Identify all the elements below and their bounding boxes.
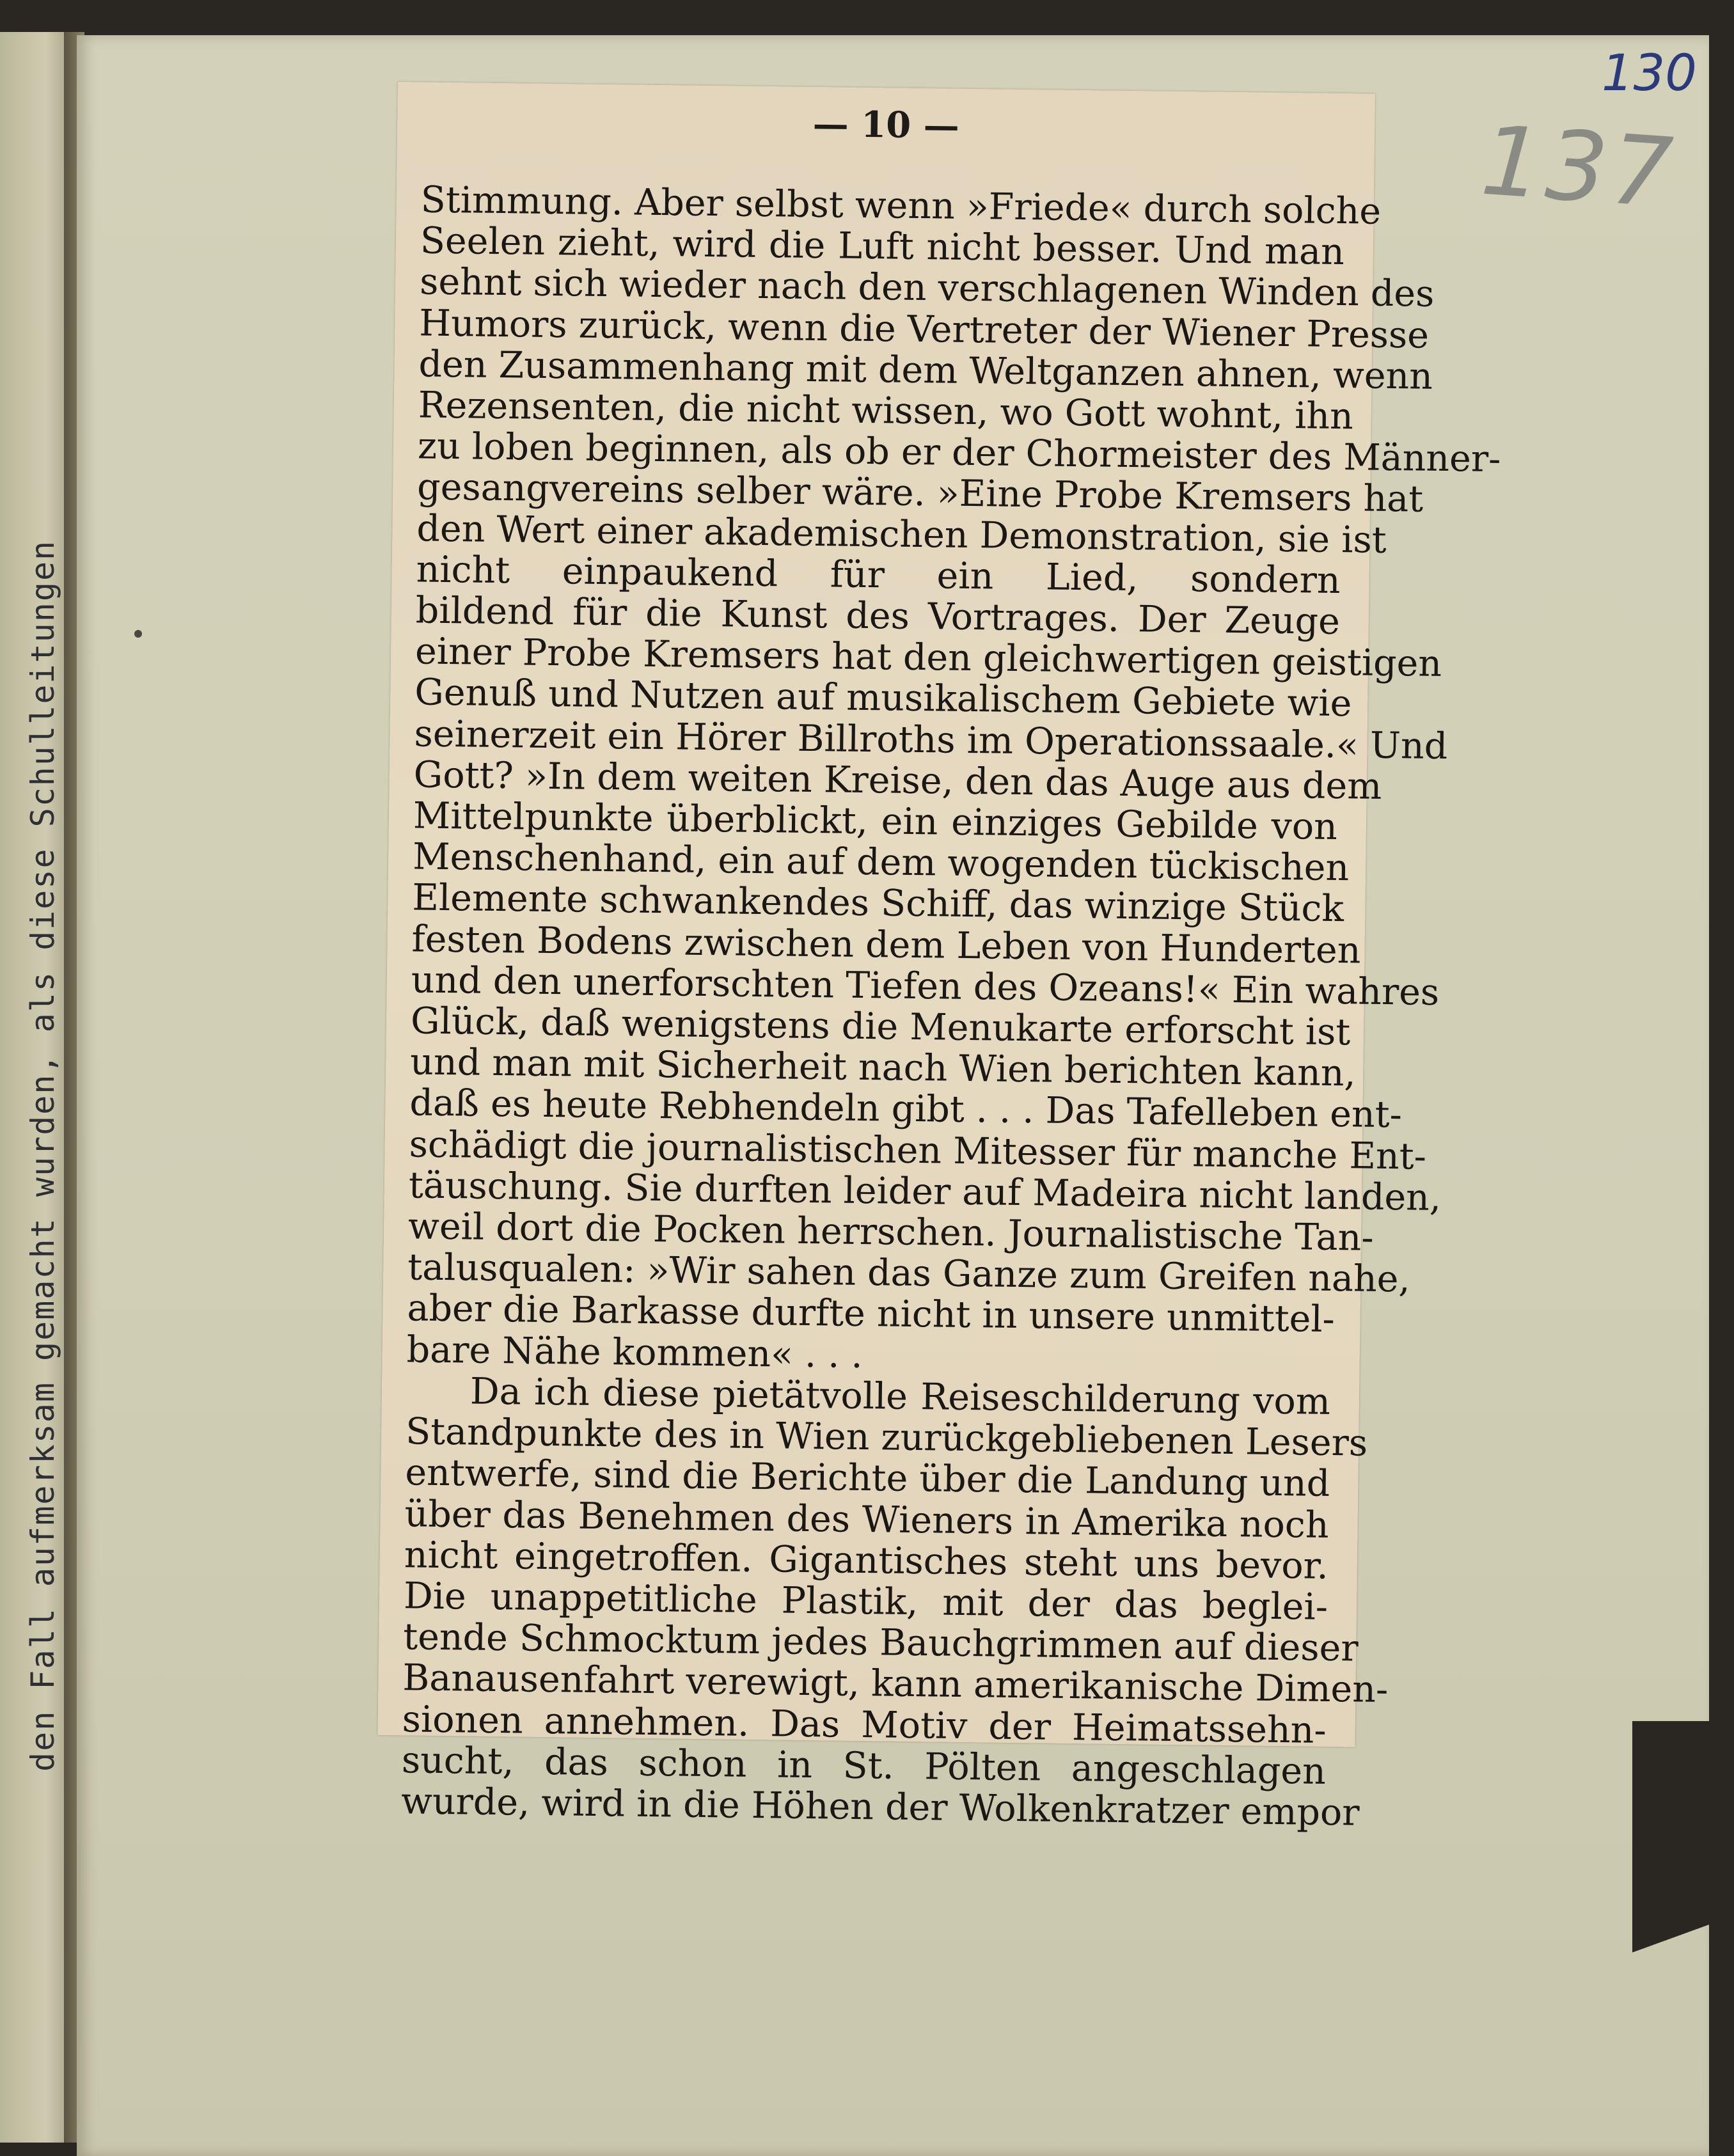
text-line: nicht einpaukend für ein Lied, sondern — [416, 548, 1341, 602]
folio-number: 130 — [1602, 45, 1697, 102]
text-line: festen Bodens zwischen dem Leben von Hunderten — [411, 918, 1361, 972]
text-line: Rezensenten, die nicht wissen, wo Gott wohnt, ihn — [418, 384, 1354, 438]
text-line: sucht, das schon in St. Pölten angeschlagen — [401, 1738, 1327, 1793]
paragraph-2 — [400, 1370, 1389, 1834]
text-line: Humors zurück, wenn die Vertreter der Wiener Presse — [418, 302, 1430, 357]
text-line: Da ich diese pietätvolle Reiseschilderung vom — [469, 1370, 1331, 1423]
text-line: Elemente schwankendes Schiff, das winzige Stück — [412, 876, 1344, 931]
text-line: wurde, wird in die Höhen der Wolkenkratzer empor — [400, 1780, 1360, 1834]
clipping-page-header: — 10 — — [812, 102, 960, 147]
text-line: daß es heute Rebhendeln gibt . . . Das Tafelleben ent- — [409, 1082, 1403, 1137]
ink-dot — [134, 630, 142, 638]
clipping-body — [400, 178, 1501, 1834]
text-line: sehnt sich wieder nach den verschlagenen Winden des — [419, 260, 1435, 316]
newspaper-clipping — [377, 82, 1501, 1834]
crossed-folio-number: 137 — [1478, 105, 1680, 230]
text-line: Mittelpunkte überblickt, ein einziges Gebilde von — [413, 794, 1338, 849]
text-line: den Wert einer akademischen Demonstration, sie ist — [416, 507, 1387, 562]
text-line: seinerzeit ein Hörer Billroths im Operationssaale.« Und — [414, 712, 1448, 767]
text-line: und man mit Sicherheit nach Wien berichten kann, — [409, 1041, 1357, 1095]
text-line: gesangvereins selber wäre. »Eine Probe Kremsers hat — [416, 466, 1424, 521]
text-line: nicht eingetroffen. Gigantisches steht uns bevor. — [404, 1533, 1329, 1587]
paragraph-1 — [406, 178, 1501, 1381]
left-page-typewritten-text: den Fall aufmerksam gemacht wurden, als diese Schulleitungen — [24, 539, 61, 1772]
text-line: sionen annehmen. Das Motiv der Heimatssehn- — [402, 1697, 1327, 1752]
text-line: aber die Barkasse durfte nicht in unsere unmittel- — [407, 1287, 1336, 1341]
text-line: den Zusammenhang mit dem Weltganzen ahnen, wenn — [418, 343, 1433, 398]
torn-corner — [1632, 1721, 1709, 2156]
text-line: bildend für die Kunst des Vortrages. Der Zeuge — [415, 589, 1341, 643]
text-line: Stimmung. Aber selbst wenn »Friede« durch solche — [420, 178, 1382, 233]
text-line: Glück, daß wenigstens die Menukarte erforscht ist — [410, 1000, 1351, 1054]
text-line: Menschenhand, ein auf dem wogenden tückischen — [412, 835, 1350, 890]
text-line: talusqualen: »Wir sahen das Ganze zum Greifen nahe, — [407, 1246, 1410, 1301]
text-line: schädigt die journalistischen Mitesser für manche Ent- — [409, 1123, 1427, 1178]
text-line: tende Schmocktum jedes Bauchgrimmen auf dieser — [402, 1616, 1359, 1670]
text-line: täuschung. Sie durften leider auf Madeira nicht landen, — [408, 1164, 1442, 1219]
text-line: einer Probe Kremsers hat den gleichwertigen geistigen — [414, 630, 1442, 686]
text-line: Gott? »In dem weiten Kreise, den das Auge aus dem — [413, 753, 1382, 808]
text-line: Standpunkte des in Wien zurückgebliebenen Lesers — [405, 1410, 1368, 1465]
text-line: Genuß und Nutzen auf musikalischem Gebiete wie — [414, 671, 1352, 725]
text-line: über das Benehmen des Wieners in Amerika noch — [404, 1492, 1329, 1546]
text-line: und den unerforschten Tiefen des Ozeans!« Ein wahres — [411, 959, 1440, 1014]
text-line: zu loben beginnen, als ob er der Chormeister des Männer- — [417, 425, 1501, 481]
text-line: Banausenfahrt verewigt, kann amerikanische Dimen- — [402, 1656, 1389, 1711]
text-line: Seelen zieht, wird die Luft nicht besser. Und man — [420, 219, 1345, 274]
text-line: Die unappetitliche Plastik, mit der das beglei- — [403, 1575, 1328, 1628]
text-line: weil dort die Pocken herrschen. Journalistische Tan- — [407, 1205, 1375, 1259]
text-line: bare Nähe kommen« . . . — [406, 1328, 863, 1376]
text-line: entwerfe, sind die Berichte über die Landung und — [405, 1451, 1330, 1506]
